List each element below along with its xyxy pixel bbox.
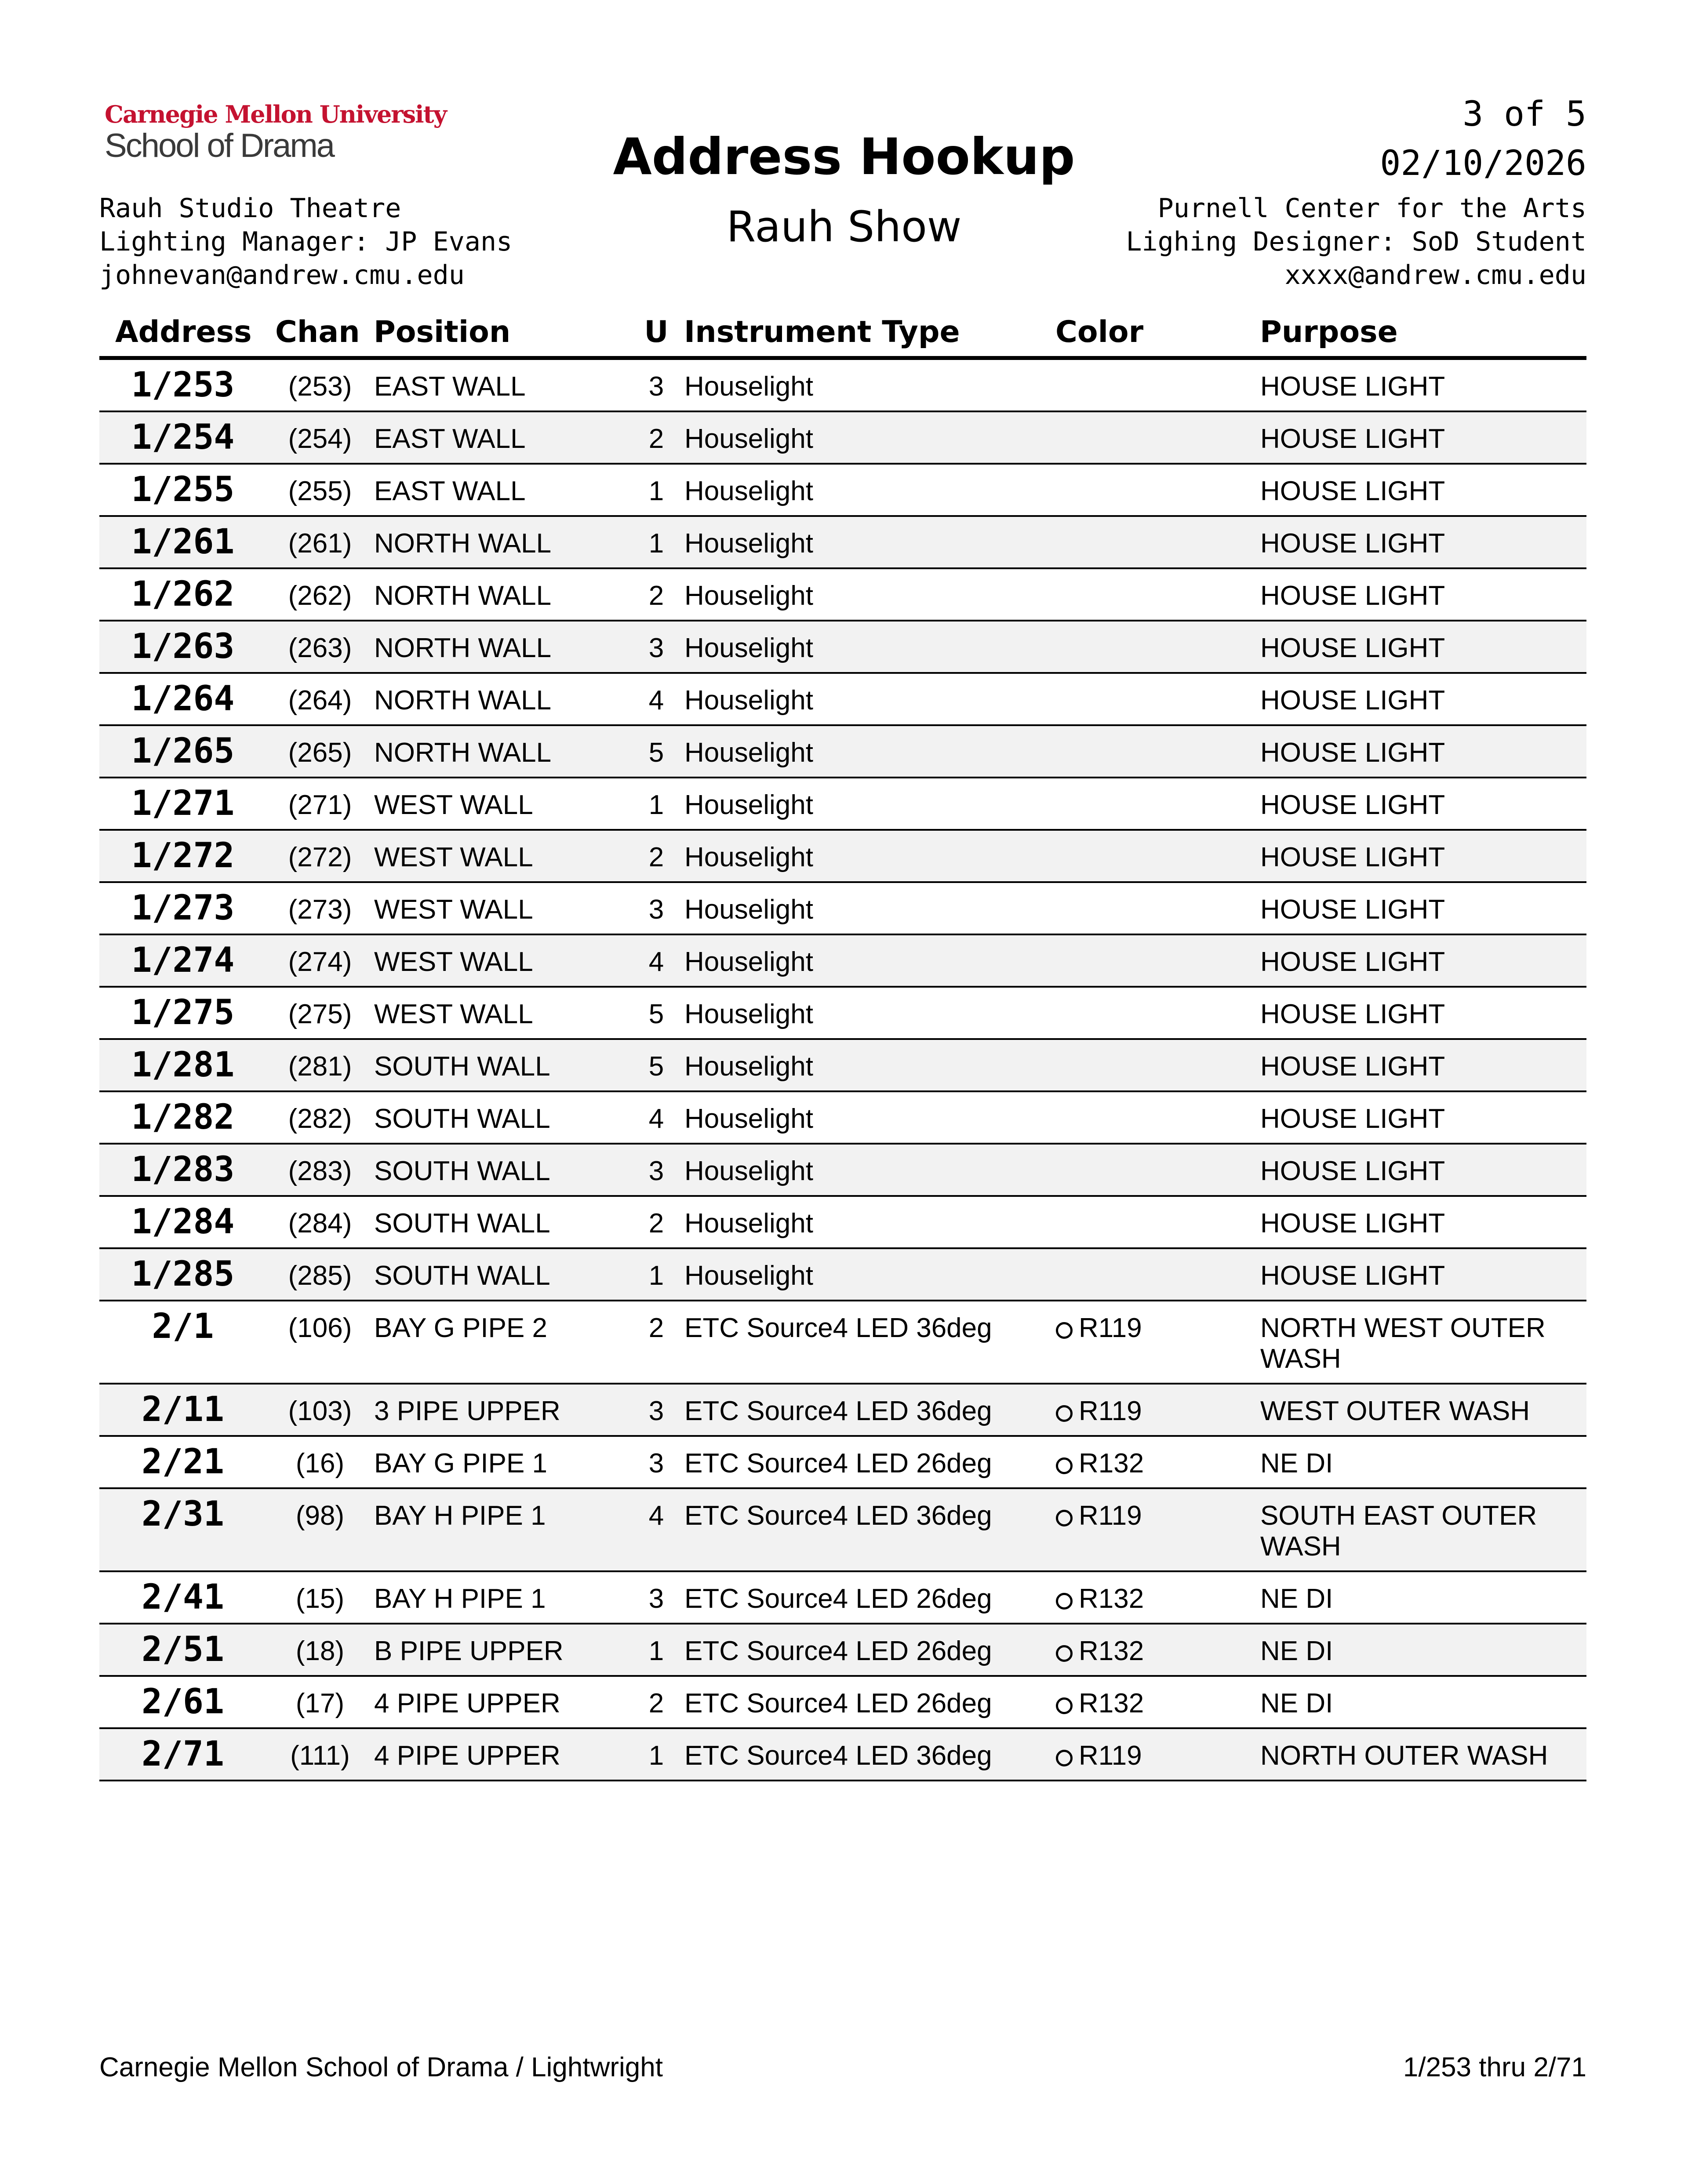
instrument-type-cell: Houselight: [684, 894, 813, 925]
address-cell: 2/41: [142, 1577, 224, 1617]
table-row: [99, 516, 1586, 568]
color-cell: [1055, 1248, 1260, 1301]
gel-code: R119: [1079, 1501, 1142, 1531]
gel-circle-icon: [1056, 1645, 1073, 1662]
gel-code: R132: [1079, 1636, 1144, 1666]
footer-range: 1/253 thru 2/71: [1403, 2052, 1586, 2082]
position-cell: NORTH WALL: [374, 738, 552, 768]
table-row: [99, 1039, 1586, 1091]
lighting-manager-email: johnevan@andrew.cmu.edu: [99, 260, 465, 291]
instrument-type-cell: Houselight: [684, 476, 813, 506]
unit-cell: 4: [648, 685, 664, 716]
unit-cell: 5: [648, 738, 664, 768]
unit-cell: 2: [648, 424, 664, 454]
purpose-cell: HOUSE LIGHT: [1260, 1051, 1445, 1082]
purpose-cell: HOUSE LIGHT: [1260, 1261, 1445, 1291]
channel-cell: (274): [288, 947, 352, 977]
address-cell: 1/281: [131, 1045, 235, 1085]
logo-university: Carnegie Mellon University: [105, 100, 446, 128]
unit-cell: 2: [648, 842, 664, 872]
channel-cell: (16): [295, 1448, 345, 1479]
color-cell: [1055, 830, 1260, 882]
table-row: [99, 987, 1586, 1039]
address-cell: 1/282: [131, 1097, 235, 1137]
purpose-cell: HOUSE LIGHT: [1260, 371, 1445, 402]
table-row: [99, 673, 1586, 725]
channel-cell: (283): [288, 1156, 352, 1186]
instrument-type-cell: ETC Source4 LED 36deg: [684, 1313, 992, 1343]
position-cell: WEST WALL: [374, 999, 533, 1029]
color-cell: [1055, 1624, 1260, 1676]
address-cell: 1/271: [131, 784, 235, 823]
address-cell: 2/61: [142, 1682, 224, 1722]
purpose-cell: HOUSE LIGHT: [1260, 424, 1445, 454]
color-cell: [1055, 568, 1260, 621]
address-cell: 1/273: [131, 888, 235, 928]
color-cell: [1055, 1384, 1260, 1436]
unit-cell: 1: [648, 476, 664, 506]
channel-cell: (111): [290, 1741, 350, 1771]
table-row: [99, 830, 1586, 882]
purpose-cell: NE DI: [1260, 1688, 1333, 1719]
purpose-cell: NE DI: [1260, 1448, 1333, 1479]
address-cell: 1/284: [131, 1202, 235, 1242]
channel-cell: (285): [288, 1261, 352, 1291]
position-cell: NORTH WALL: [374, 528, 552, 559]
gel-circle-icon: [1056, 1697, 1073, 1714]
position-cell: BAY G PIPE 1: [374, 1448, 548, 1479]
address-cell: 2/21: [142, 1442, 224, 1482]
gel-code: R132: [1079, 1688, 1144, 1719]
gel-circle-icon: [1056, 1322, 1073, 1339]
gel-code: R132: [1079, 1448, 1144, 1479]
color-cell: [1055, 778, 1260, 830]
channel-cell: (282): [288, 1104, 352, 1134]
position-cell: 4 PIPE UPPER: [374, 1741, 560, 1771]
instrument-type-cell: Houselight: [684, 633, 813, 663]
table-row: [99, 778, 1586, 830]
col-header-purpose: Purpose: [1260, 308, 1586, 358]
purpose-cell: HOUSE LIGHT: [1260, 842, 1445, 872]
header-left-info: [99, 192, 512, 292]
instrument-type-cell: ETC Source4 LED 36deg: [684, 1501, 992, 1531]
purpose-cell: HOUSE LIGHT: [1260, 738, 1445, 768]
color-cell: [1055, 1676, 1260, 1728]
address-cell: 2/31: [142, 1494, 224, 1534]
table-row: [99, 1436, 1586, 1488]
page-count: 3 of 5: [1462, 94, 1586, 134]
address-cell: 1/253: [131, 365, 235, 405]
lighting-designer-email: xxxx@andrew.cmu.edu: [1284, 260, 1586, 291]
instrument-type-cell: ETC Source4 LED 26deg: [684, 1584, 992, 1614]
color-cell: [1055, 516, 1260, 568]
building-name: Purnell Center for the Arts: [1157, 193, 1586, 224]
footer-credit: Carnegie Mellon School of Drama / Lightwright: [99, 2052, 663, 2082]
gel-circle-icon: [1056, 1750, 1073, 1766]
position-cell: SOUTH WALL: [374, 1261, 550, 1291]
table-row: [99, 1676, 1586, 1728]
instrument-type-cell: ETC Source4 LED 36deg: [684, 1396, 992, 1426]
channel-cell: (103): [288, 1396, 352, 1426]
address-cell: 1/285: [131, 1254, 235, 1294]
position-cell: SOUTH WALL: [374, 1104, 550, 1134]
unit-cell: 3: [648, 371, 664, 402]
channel-cell: (255): [288, 476, 352, 506]
position-cell: B PIPE UPPER: [374, 1636, 564, 1666]
position-cell: 4 PIPE UPPER: [374, 1688, 560, 1719]
table-row: [99, 934, 1586, 987]
position-cell: WEST WALL: [374, 947, 533, 977]
instrument-type-cell: Houselight: [684, 738, 813, 768]
table-row: [99, 1301, 1586, 1384]
unit-cell: 1: [648, 1261, 664, 1291]
purpose-cell: HOUSE LIGHT: [1260, 790, 1445, 820]
table-row: [99, 1248, 1586, 1301]
color-cell: [1055, 1488, 1260, 1571]
instrument-type-cell: Houselight: [684, 1051, 813, 1082]
instrument-type-cell: Houselight: [684, 947, 813, 977]
channel-cell: (272): [288, 842, 352, 872]
purpose-cell: HOUSE LIGHT: [1260, 999, 1445, 1029]
color-cell: [1055, 1436, 1260, 1488]
table-row: [99, 1384, 1586, 1436]
channel-cell: (254): [288, 424, 352, 454]
gel-circle-icon: [1056, 1405, 1073, 1422]
position-cell: BAY G PIPE 2: [374, 1313, 548, 1343]
gel-circle-icon: [1056, 1593, 1073, 1610]
gel-code: R119: [1079, 1741, 1142, 1771]
instrument-type-cell: Houselight: [684, 1156, 813, 1186]
unit-cell: 1: [648, 790, 664, 820]
color-cell: [1055, 464, 1260, 516]
unit-cell: 3: [648, 1396, 664, 1426]
unit-cell: 2: [648, 1208, 664, 1239]
color-cell: [1055, 1039, 1260, 1091]
logo-school: School of Drama: [105, 127, 334, 164]
color-cell: [1055, 1301, 1260, 1384]
address-cell: 1/255: [131, 470, 235, 509]
cmu-logo: [105, 100, 446, 165]
position-cell: SOUTH WALL: [374, 1208, 550, 1239]
channel-cell: (264): [288, 685, 352, 716]
address-cell: 1/272: [131, 836, 235, 876]
position-cell: NORTH WALL: [374, 685, 552, 716]
position-cell: EAST WALL: [374, 476, 526, 506]
table-row: [99, 568, 1586, 621]
address-cell: 2/11: [142, 1390, 224, 1429]
table-row: [99, 1144, 1586, 1196]
unit-cell: 5: [648, 1051, 664, 1082]
channel-cell: (15): [295, 1584, 345, 1614]
position-cell: SOUTH WALL: [374, 1156, 550, 1186]
instrument-type-cell: Houselight: [684, 371, 813, 402]
instrument-type-cell: Houselight: [684, 842, 813, 872]
purpose-cell: HOUSE LIGHT: [1260, 528, 1445, 559]
table-row: [99, 1196, 1586, 1248]
unit-cell: 1: [648, 1636, 664, 1666]
color-cell: [1055, 1728, 1260, 1781]
purpose-cell: HOUSE LIGHT: [1260, 685, 1445, 716]
position-cell: EAST WALL: [374, 424, 526, 454]
address-cell: 1/275: [131, 993, 235, 1032]
address-cell: 2/1: [152, 1307, 214, 1346]
gel-circle-icon: [1056, 1457, 1073, 1474]
position-cell: 3 PIPE UPPER: [374, 1396, 560, 1426]
instrument-type-cell: Houselight: [684, 1208, 813, 1239]
venue-name: Rauh Studio Theatre: [99, 193, 401, 224]
table-row: [99, 464, 1586, 516]
address-cell: 1/262: [131, 574, 235, 614]
channel-cell: (263): [288, 633, 352, 663]
channel-cell: (98): [295, 1501, 345, 1531]
col-header-color: Color: [1055, 308, 1260, 358]
purpose-cell: NE DI: [1260, 1636, 1333, 1666]
channel-cell: (265): [288, 738, 352, 768]
color-cell: [1055, 1144, 1260, 1196]
table-row: [99, 358, 1586, 412]
unit-cell: 4: [648, 947, 664, 977]
instrument-type-cell: ETC Source4 LED 26deg: [684, 1448, 992, 1479]
lighting-manager: Lighting Manager: JP Evans: [99, 226, 513, 257]
table-row: [99, 621, 1586, 673]
unit-cell: 1: [648, 528, 664, 559]
color-cell: [1055, 358, 1260, 412]
unit-cell: 2: [648, 581, 664, 611]
table-row: [99, 1728, 1586, 1781]
channel-cell: (106): [288, 1313, 352, 1343]
color-cell: [1055, 621, 1260, 673]
address-cell: 1/283: [131, 1150, 235, 1189]
table-row: [99, 882, 1586, 934]
table-row: [99, 411, 1586, 464]
unit-cell: 4: [648, 1104, 664, 1134]
gel-code: R119: [1079, 1396, 1142, 1426]
unit-cell: 1: [648, 1741, 664, 1771]
channel-cell: (17): [295, 1688, 345, 1719]
purpose-cell: HOUSE LIGHT: [1260, 1156, 1445, 1186]
purpose-cell: HOUSE LIGHT: [1260, 894, 1445, 925]
position-cell: WEST WALL: [374, 894, 533, 925]
channel-cell: (281): [288, 1051, 352, 1082]
col-header-unit: U: [629, 308, 684, 358]
color-cell: [1055, 725, 1260, 778]
col-header-position: Position: [374, 308, 629, 358]
instrument-type-cell: Houselight: [684, 999, 813, 1029]
position-cell: BAY H PIPE 1: [374, 1501, 546, 1531]
position-cell: WEST WALL: [374, 842, 533, 872]
show-name: Rauh Show: [726, 202, 962, 251]
position-cell: EAST WALL: [374, 371, 526, 402]
gel-circle-icon: [1056, 1510, 1073, 1526]
table-row: [99, 1624, 1586, 1676]
address-cell: 1/265: [131, 731, 235, 771]
color-cell: [1055, 411, 1260, 464]
instrument-type-cell: Houselight: [684, 790, 813, 820]
color-cell: [1055, 934, 1260, 987]
channel-cell: (271): [288, 790, 352, 820]
table-header-row: [99, 308, 1586, 358]
unit-cell: 2: [648, 1313, 664, 1343]
color-cell: [1055, 673, 1260, 725]
color-cell: [1055, 1571, 1260, 1624]
col-header-address: Address: [99, 308, 266, 358]
color-cell: [1055, 1091, 1260, 1144]
instrument-type-cell: ETC Source4 LED 26deg: [684, 1636, 992, 1666]
col-header-chan: Chan: [266, 308, 374, 358]
purpose-cell: HOUSE LIGHT: [1260, 581, 1445, 611]
purpose-cell: HOUSE LIGHT: [1260, 947, 1445, 977]
col-header-instrument-type: Instrument Type: [684, 308, 1055, 358]
instrument-type-cell: Houselight: [684, 424, 813, 454]
unit-cell: 4: [648, 1501, 664, 1531]
page-title: Address Hookup: [613, 127, 1075, 186]
channel-cell: (262): [288, 581, 352, 611]
gel-code: R119: [1079, 1313, 1142, 1343]
purpose-cell: HOUSE LIGHT: [1260, 476, 1445, 506]
address-cell: 2/71: [142, 1734, 224, 1774]
instrument-type-cell: Houselight: [684, 1261, 813, 1291]
purpose-cell: HOUSE LIGHT: [1260, 633, 1445, 663]
position-cell: WEST WALL: [374, 790, 533, 820]
purpose-cell: NORTH WEST OUTER WASH: [1260, 1313, 1546, 1374]
instrument-type-cell: Houselight: [684, 685, 813, 716]
table-row: [99, 1488, 1586, 1571]
unit-cell: 3: [648, 894, 664, 925]
table-row: [99, 725, 1586, 778]
channel-cell: (273): [288, 894, 352, 925]
purpose-cell: NORTH OUTER WASH: [1260, 1741, 1548, 1771]
purpose-cell: SOUTH EAST OUTER WASH: [1260, 1501, 1537, 1562]
page-date: 02/10/2026: [1380, 144, 1586, 183]
instrument-type-cell: Houselight: [684, 1104, 813, 1134]
gel-code: R132: [1079, 1584, 1144, 1614]
instrument-type-cell: ETC Source4 LED 26deg: [684, 1688, 992, 1719]
purpose-cell: HOUSE LIGHT: [1260, 1104, 1445, 1134]
unit-cell: 3: [648, 1448, 664, 1479]
channel-cell: (261): [288, 528, 352, 559]
position-cell: NORTH WALL: [374, 581, 552, 611]
table-row: [99, 1091, 1586, 1144]
header-right-info: [1126, 192, 1586, 292]
unit-cell: 3: [648, 633, 664, 663]
instrument-type-cell: Houselight: [684, 528, 813, 559]
color-cell: [1055, 882, 1260, 934]
unit-cell: 5: [648, 999, 664, 1029]
purpose-cell: NE DI: [1260, 1584, 1333, 1614]
address-cell: 1/264: [131, 679, 235, 719]
instrument-type-cell: ETC Source4 LED 36deg: [684, 1741, 992, 1771]
address-cell: 1/274: [131, 941, 235, 980]
purpose-cell: HOUSE LIGHT: [1260, 1208, 1445, 1239]
address-cell: 2/51: [142, 1630, 224, 1669]
purpose-cell: WEST OUTER WASH: [1260, 1396, 1530, 1426]
unit-cell: 3: [648, 1584, 664, 1614]
address-cell: 1/261: [131, 522, 235, 562]
channel-cell: (18): [295, 1636, 345, 1666]
position-cell: NORTH WALL: [374, 633, 552, 663]
position-cell: BAY H PIPE 1: [374, 1584, 546, 1614]
color-cell: [1055, 1196, 1260, 1248]
channel-cell: (275): [288, 999, 352, 1029]
address-cell: 1/254: [131, 418, 235, 457]
color-cell: [1055, 987, 1260, 1039]
instrument-type-cell: Houselight: [684, 581, 813, 611]
channel-cell: (253): [288, 371, 352, 402]
unit-cell: 3: [648, 1156, 664, 1186]
address-cell: 1/263: [131, 627, 235, 666]
position-cell: SOUTH WALL: [374, 1051, 550, 1082]
table-row: [99, 1571, 1586, 1624]
hookup-table: [99, 308, 1586, 1781]
lighting-designer: Lighing Designer: SoD Student: [1126, 226, 1586, 257]
unit-cell: 2: [648, 1688, 664, 1719]
channel-cell: (284): [288, 1208, 352, 1239]
